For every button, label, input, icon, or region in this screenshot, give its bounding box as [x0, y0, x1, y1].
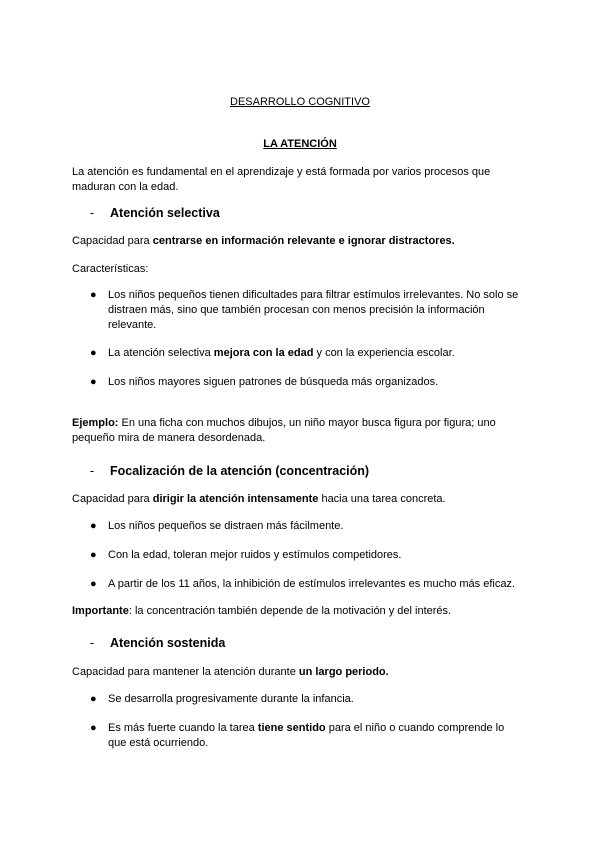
list-item: ● Los niños mayores siguen patrones de búsqueda más organizados. — [90, 376, 439, 388]
ejemplo-line-1: Ejemplo: En una ficha con muchos dibujos, un niño mayor busca figura por figura; uno — [72, 417, 496, 429]
list-item: ● La atención selectiva mejora con la edad y con la experiencia escolar. — [90, 347, 455, 359]
document-title: DESARROLLO COGNITIVO — [230, 96, 370, 108]
list-item: ● Se desarrolla progresivamente durante la infancia. — [90, 693, 354, 705]
focalizacion-definition: Capacidad para dirigir la atención intensamente hacia una tarea concreta. — [72, 493, 446, 505]
bullet-icon: ● — [90, 549, 97, 561]
sostenida-definition: Capacidad para mantener la atención durante un largo periodo. — [72, 666, 389, 678]
importante-note: Importante: la concentración también depende de la motivación y del interés. — [72, 605, 452, 617]
ejemplo-line-2: pequeño mira de manera desordenada. — [72, 432, 266, 444]
caracteristicas-label: Características: — [72, 263, 149, 275]
selectiva-definition: Capacidad para centrarse en información relevante e ignorar distractores. — [72, 235, 455, 247]
list-item: ● Con la edad, toleran mejor ruidos y estímulos competidores. — [90, 549, 402, 561]
bullet-icon: ● — [90, 520, 97, 532]
section-title: LA ATENCIÓN — [263, 138, 337, 150]
bullet-icon: ● — [90, 347, 97, 359]
list-item: ● Los niños pequeños se distraen más fácilmente. — [90, 520, 344, 532]
dash-marker: - — [90, 206, 95, 220]
heading-atencion-selectiva: - Atención selectiva — [90, 206, 220, 220]
dash-marker: - — [90, 636, 95, 650]
list-item: ● A partir de los 11 años, la inhibición de estímulos irrelevantes es mucho más eficaz. — [90, 578, 515, 590]
intro-line-2: maduran con la edad. — [72, 181, 179, 193]
heading-atencion-sostenida: - Atención sostenida — [90, 636, 226, 650]
bullet-icon: ● — [90, 722, 97, 734]
bullet-icon: ● — [90, 376, 97, 388]
list-item: ● Los niños pequeños tienen dificultades para filtrar estímulos irrelevantes. No solo se distraen más, sino que también procesan con menos precisión la información relevante. — [90, 289, 519, 331]
bullet-icon: ● — [90, 289, 97, 301]
bullet-icon: ● — [90, 578, 97, 590]
list-item: ● Es más fuerte cuando la tarea tiene sentido para el niño o cuando comprende lo que está ocurriendo. — [90, 722, 505, 749]
dash-marker: - — [90, 464, 95, 478]
intro-line-1: La atención es fundamental en el aprendizaje y está formada por varios procesos que — [72, 166, 491, 178]
bullet-icon: ● — [90, 693, 97, 705]
heading-focalizacion: - Focalización de la atención (concentración) — [90, 464, 370, 478]
